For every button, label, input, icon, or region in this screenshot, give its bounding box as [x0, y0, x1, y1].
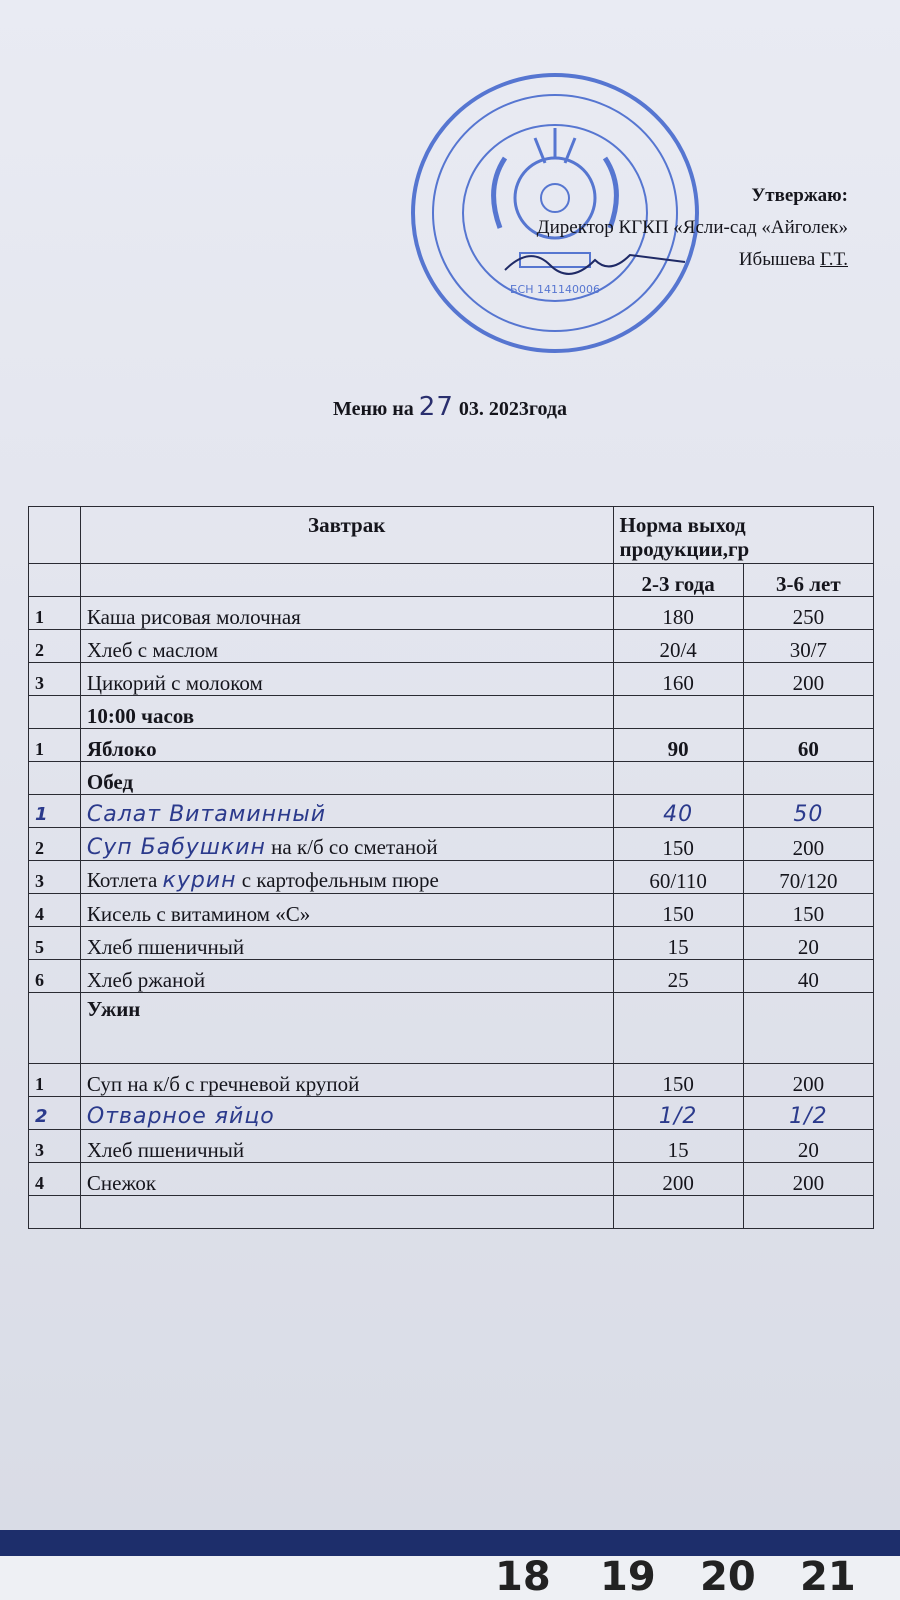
section-row [29, 696, 874, 729]
dish-printed-2: с картофельным пюре [236, 868, 439, 892]
age-2-3: 2-3 года [613, 564, 743, 597]
dish-name: Суп на к/б с гречневой крупой [80, 1064, 613, 1097]
row-num: 3 [29, 663, 81, 696]
title-prefix: Меню на [332, 398, 419, 420]
portion-3-6: 60 [743, 729, 873, 762]
row-num: 3 [29, 1130, 81, 1163]
table-row [29, 597, 874, 630]
row-num: 1 [29, 795, 81, 828]
title-month: 03 [458, 398, 479, 420]
table-row [29, 630, 874, 663]
portion-2-3: 20/4 [613, 630, 743, 663]
signer-surname: Ибышева [738, 249, 820, 270]
portion-3-6: 250 [743, 597, 873, 630]
row-num [29, 1196, 81, 1229]
calendar-strip [0, 1530, 900, 1600]
portion-2-3: 15 [613, 1130, 743, 1163]
row-num: 1 [29, 1064, 81, 1097]
portion-2-3: 25 [613, 960, 743, 993]
portion-3-6: 150 [743, 894, 873, 927]
empty-cell [613, 762, 743, 795]
empty-cell [743, 762, 873, 795]
title-day: 27 [418, 392, 454, 422]
signer-initials: Г.Т. [819, 249, 848, 270]
age-num-cell [29, 564, 81, 597]
portion-3-6: 70/120 [743, 861, 873, 894]
dish-printed: на к/б со сметаной [265, 835, 438, 859]
section-row [29, 993, 874, 1064]
age-3-6: 3-6 лет [743, 564, 873, 597]
title-suffix: . 2023года [478, 398, 568, 420]
row-num: 1 [29, 729, 81, 762]
dish-name: Кисель с витамином «С» [80, 894, 613, 927]
dish-name: Хлеб пшеничный [80, 1130, 613, 1163]
portion-2-3: 150 [613, 1064, 743, 1097]
portion-2-3: 200 [613, 1163, 743, 1196]
row-num: 4 [29, 1163, 81, 1196]
table-row [29, 1163, 874, 1196]
calendar-day: 19 [600, 1554, 656, 1600]
portion-3-6: 20 [743, 927, 873, 960]
portion-3-6: 20 [743, 1130, 873, 1163]
calendar-day: 20 [700, 1554, 756, 1600]
section-title: Обед [80, 762, 613, 795]
row-num: 2 [29, 828, 81, 861]
empty-cell [613, 696, 743, 729]
empty-cell [743, 696, 873, 729]
age-name-cell [80, 564, 613, 597]
empty-cell [743, 1196, 873, 1229]
dish-handwritten: Суп Бабушкин [86, 835, 266, 860]
calendar-day: 18 [495, 1554, 551, 1600]
row-num: 4 [29, 894, 81, 927]
calendar-day: 21 [800, 1554, 856, 1600]
menu-table [28, 506, 874, 1229]
portion-3-6: 200 [743, 1163, 873, 1196]
row-num [29, 762, 81, 795]
row-num: 2 [29, 1097, 81, 1130]
dish-name: Каша рисовая молочная [80, 597, 613, 630]
dish-name: Снежок [80, 1163, 613, 1196]
header-row [29, 507, 874, 564]
dish-name: Хлеб с маслом [80, 630, 613, 663]
portion-2-3: 1/2 [613, 1097, 743, 1130]
portion-3-6: 1/2 [743, 1097, 873, 1130]
section-row [29, 762, 874, 795]
row-num: 1 [29, 597, 81, 630]
portion-2-3: 40 [613, 795, 743, 828]
empty-cell [743, 993, 873, 1064]
dish-handwritten: курин [162, 868, 237, 893]
portion-2-3: 90 [613, 729, 743, 762]
calendar-band [0, 1530, 900, 1556]
dish-printed: Котлета [86, 868, 163, 892]
section-title: Ужин [80, 993, 613, 1064]
dish-name: Хлеб пшеничный [80, 927, 613, 960]
row-num [29, 993, 81, 1064]
table-row [29, 1097, 874, 1130]
row-num: 2 [29, 630, 81, 663]
dish-name: Хлеб ржаной [80, 960, 613, 993]
table-row [29, 828, 874, 861]
table-row [29, 960, 874, 993]
page-title [0, 392, 900, 422]
empty-cell [613, 993, 743, 1064]
dish-name: Салат Витаминный [80, 795, 613, 828]
row-num: 5 [29, 927, 81, 960]
table-row [29, 861, 874, 894]
portion-2-3: 150 [613, 894, 743, 927]
portion-3-6: 200 [743, 663, 873, 696]
header-norm: Норма выход продукции,гр [613, 507, 874, 564]
dish-name: Яблоко [80, 729, 613, 762]
portion-2-3: 60/110 [613, 861, 743, 894]
table-row [29, 1130, 874, 1163]
header-num-cell [29, 507, 81, 564]
row-num: 3 [29, 861, 81, 894]
portion-3-6: 30/7 [743, 630, 873, 663]
portion-3-6: 40 [743, 960, 873, 993]
dish-name: Отварное яйцо [80, 1097, 613, 1130]
table-row [29, 663, 874, 696]
dish-name [80, 828, 613, 861]
approval-position: Директор КГКП «Ясли-сад «Айголек» [536, 217, 848, 238]
empty-cell [80, 1196, 613, 1229]
svg-text:БСН 141140006: БСН 141140006 [510, 283, 600, 296]
signature-icon [500, 240, 690, 280]
table-row [29, 795, 874, 828]
portion-2-3: 160 [613, 663, 743, 696]
header-meal: Завтрак [80, 507, 613, 564]
portion-2-3: 180 [613, 597, 743, 630]
portion-3-6: 200 [743, 828, 873, 861]
approval-title: Утвержаю: [751, 185, 848, 206]
empty-row [29, 1196, 874, 1229]
table-row [29, 927, 874, 960]
portion-2-3: 15 [613, 927, 743, 960]
table-row [29, 894, 874, 927]
table-row [29, 1064, 874, 1097]
row-num: 6 [29, 960, 81, 993]
portion-3-6: 50 [743, 795, 873, 828]
empty-cell [613, 1196, 743, 1229]
portion-2-3: 150 [613, 828, 743, 861]
age-row [29, 564, 874, 597]
dish-name: Цикорий с молоком [80, 663, 613, 696]
row-num [29, 696, 81, 729]
section-title: 10:00 часов [80, 696, 613, 729]
table-row [29, 729, 874, 762]
dish-name [80, 861, 613, 894]
portion-3-6: 200 [743, 1064, 873, 1097]
